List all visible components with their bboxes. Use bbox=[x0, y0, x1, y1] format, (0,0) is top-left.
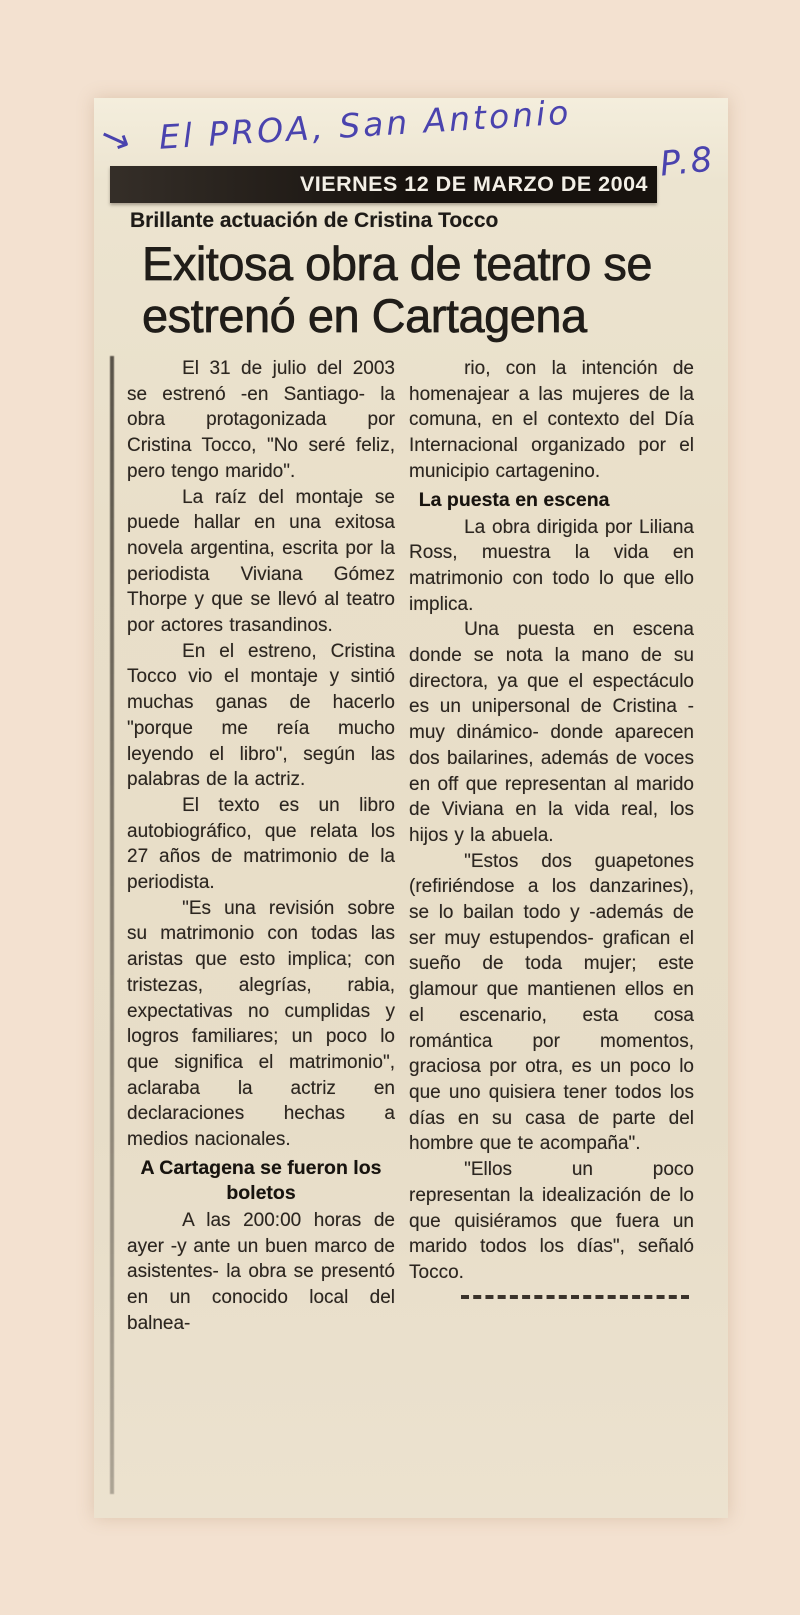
date-banner-text: VIERNES 12 DE MARZO DE 2004 bbox=[299, 172, 648, 196]
article-paragraph: A las 200:00 horas de ayer -y ante un buen marco de asistentes- la obra se presentó en un conocido local del balnea- bbox=[127, 1209, 395, 1334]
clipping-cut-edge bbox=[110, 356, 114, 1494]
handwritten-page-number: P.8 bbox=[658, 139, 717, 185]
article-paragraph: El texto es un libro autobiográfico, que relata los 27 años de matrimonio de la periodista. bbox=[127, 794, 395, 894]
date-banner bbox=[110, 166, 657, 203]
article-paragraph: Una puesta en escena donde se nota la mano de su directora, ya que el espectáculo es un unipersonal de Cristina -muy dinámico- donde aparecen dos bailarines, además de voces en off que representan al marido de Viviana en la vida real, los hijos y la abuela. bbox=[409, 619, 694, 846]
article-paragraph: "Es una revisión sobre su matrimonio con todas las aristas que esto implica; con tristezas, alegrías, rabia, expectativas no cumplidas y logros familiares; un poco lo que significa el matrimonio", aclaraba la actriz en declaraciones hechas a medios nacionales. bbox=[127, 897, 395, 1151]
subhead-puesta-en-escena: La puesta en escena bbox=[418, 488, 610, 511]
handwritten-source-note bbox=[93, 92, 573, 166]
article-paragraph: "Ellos un poco representan la idealización de lo que quisiéramos que fuera un marido todos los días", señaló Tocco. bbox=[409, 1159, 694, 1283]
dashed-cut-line bbox=[461, 1295, 689, 1299]
arrow-icon: → bbox=[93, 114, 141, 166]
article-paragraph: La raíz del montaje se puede hallar en una exitosa novela argentina, escrita por la periodista Viviana Gómez Thorpe y que se llevó al teatro por actores trasandinos. bbox=[127, 486, 395, 637]
article-paragraph: "Estos dos guapetones (refiriéndose a los danzarines), se lo bailan todo y -además de ser muy estupendos- grafican el sueño de toda mujer; este glamour que mantienen ellos en el escenario, esta cosa romántica por momentos, graciosa por otra, es un poco lo que uno quisiera tener todos los días en su casa de parte del hombre que te acompaña". bbox=[409, 850, 694, 1155]
newspaper-clipping bbox=[93, 92, 728, 1518]
article-paragraph: rio, con la intención de homenajear a las mujeres de la comuna, en el contexto del Día Internacional organizado por el municipio cartagenino. bbox=[409, 358, 694, 482]
article-body bbox=[127, 356, 694, 1336]
article-paragraph: En el estreno, Cristina Tocco vio el montaje y sintió muchas ganas de hacerlo "porque me reía mucho leyendo el libro", según las palabras de la actriz. bbox=[127, 640, 395, 791]
subhead-boletos: A Cartagena se fueron los boletos bbox=[140, 1156, 382, 1204]
right-column bbox=[409, 356, 694, 1336]
article-paragraph: La obra dirigida por Liliana Ross, muestra la vida en matrimonio con todo lo que ello implica. bbox=[409, 516, 694, 615]
source-note-text: El PROA, San Antonio bbox=[157, 92, 573, 157]
article-headline: Exitosa obra de teatro se estrenó en Cartagena bbox=[142, 237, 653, 342]
article-kicker: Brillante actuación de Cristina Tocco bbox=[130, 209, 499, 232]
article-paragraph: El 31 de julio del 2003 se estrenó -en Santiago- la obra protagonizada por Cristina Tocco, "No seré feliz, pero tengo marido". bbox=[127, 358, 395, 482]
left-column bbox=[127, 356, 395, 1336]
